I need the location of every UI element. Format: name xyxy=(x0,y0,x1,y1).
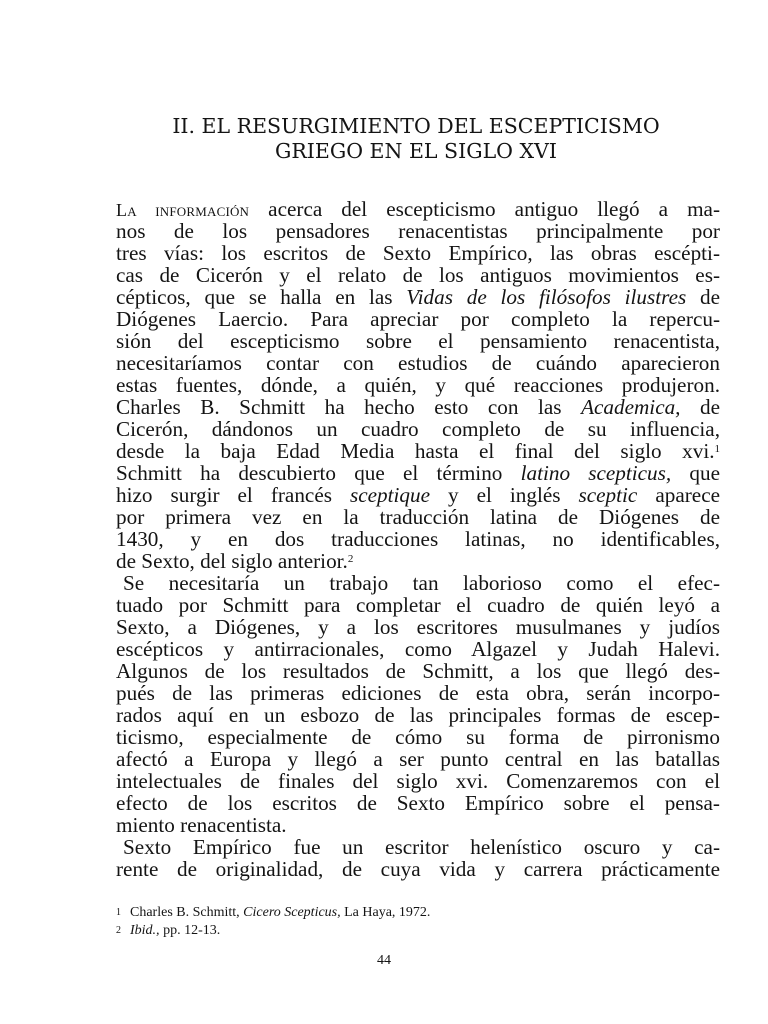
text-line: por primera vez en la traducción latina de Diógenes de xyxy=(116,505,720,529)
text-line: cas de Cicerón y el relato de los antiguos movimientos es- xyxy=(116,263,720,287)
text-line: rente de originalidad, de cuya vida y carrera prácticamente xyxy=(116,857,720,881)
italic-term-latino: latino scepticus, xyxy=(520,461,672,485)
text-line: pués de las primeras ediciones de esta obra, serán incorpo- xyxy=(116,681,720,705)
footnote-italic: Ibid., xyxy=(130,923,160,938)
text-line: sión del escepticismo sobre el pensamiento renacentista, xyxy=(116,329,720,353)
chapter-title xyxy=(110,114,722,164)
text-line: intelectuales de finales del siglo xvi. Comenzaremos con el xyxy=(116,769,720,793)
text-line: escépticos y antirracionales, como Algazel y Judah Halevi. xyxy=(116,637,720,661)
text-line: necesitaríamos contar con estudios de cuándo aparecieron xyxy=(116,351,720,375)
text-line: estas fuentes, dónde, a quién, y qué reacciones produjeron. xyxy=(116,373,720,397)
chapter-title-line-2: GRIEGO EN EL SIGLO XVI xyxy=(274,139,558,163)
footnote-mark: 2 xyxy=(116,925,121,936)
text-line: Schmitt ha descubierto que el término latino scepticus, que xyxy=(116,461,720,485)
chapter-title-line-1: II. EL RESURGIMIENTO DEL ESCEPTICISMO xyxy=(172,114,660,138)
footnote-mark: 1 xyxy=(116,907,121,918)
footnote-2: 2 Ibid., pp. 12-13. xyxy=(116,923,221,938)
text-line: hizo surgir el francés sceptique y el inglés sceptic aparece xyxy=(116,483,720,507)
text-line: Cicerón, dándonos un cuadro completo de su influencia, xyxy=(116,417,720,441)
text-line: efecto de los escritos de Sexto Empírico sobre el pensa- xyxy=(116,791,720,815)
text-line: miento renacentista. xyxy=(116,813,287,837)
footnote-italic: Cicero Scepticus, xyxy=(243,905,341,920)
text-line: Diógenes Laercio. Para apreciar por completo la repercu- xyxy=(116,307,720,331)
footnote-ref-2: 2 xyxy=(347,553,354,565)
text-line: Sexto, a Diógenes, y a los escritores musulmanes y judíos xyxy=(116,615,720,639)
text-line: La información acerca del escepticismo antiguo llegó a ma- xyxy=(116,197,721,221)
footnotes xyxy=(116,904,720,940)
text-line: desde la baja Edad Media hasta el final del siglo xvi.$^1$ xyxy=(116,439,720,463)
italic-title-academica: Academica, xyxy=(581,395,681,419)
text-line: ticismo, especialmente de cómo su forma de pirronismo xyxy=(116,725,720,749)
text-line: Sexto Empírico fue un escritor helenístico oscuro y ca- xyxy=(123,835,720,859)
text-line: rados aquí en un esbozo de las principales formas de escep- xyxy=(116,703,720,727)
opening-small-caps: La información xyxy=(116,200,250,220)
footnote-ref-1: 1 xyxy=(714,443,720,455)
italic-title-vidas: Vidas de los filósofos ilustres xyxy=(406,285,687,309)
text-line: Se necesitaría un trabajo tan laborioso como el efec- xyxy=(123,571,720,595)
text-line: nos de los pensadores renacentistas principalmente por xyxy=(116,219,720,243)
text-line: Charles B. Schmitt ha hecho esto con las Academica, de xyxy=(116,395,720,419)
footnote-1: 1 Charles B. Schmitt, Cicero Scepticus, La Haya, 1972. xyxy=(116,905,431,920)
text-line: de Sexto, del siglo anterior.$^2$ xyxy=(116,549,354,573)
italic-term-sceptic: sceptic xyxy=(578,483,638,507)
italic-term-sceptique: sceptique xyxy=(349,483,430,507)
text-line: 1430, y en dos traducciones latinas, no identificables, xyxy=(116,527,720,551)
text-line: cépticos, que se halla en las Vidas de los filósofos ilustres de xyxy=(116,285,720,309)
text-line: afectó a Europa y llegó a ser punto central en las batallas xyxy=(116,747,720,771)
text-line: Algunos de los resultados de Schmitt, a los que llegó des- xyxy=(116,659,720,683)
page-number: 44 xyxy=(377,953,391,968)
body-text xyxy=(116,198,720,880)
text-line: tres vías: los escritos de Sexto Empírico, las obras escépti- xyxy=(116,241,720,265)
text-line: tuado por Schmitt para completar el cuadro de quién leyó a xyxy=(116,593,720,617)
